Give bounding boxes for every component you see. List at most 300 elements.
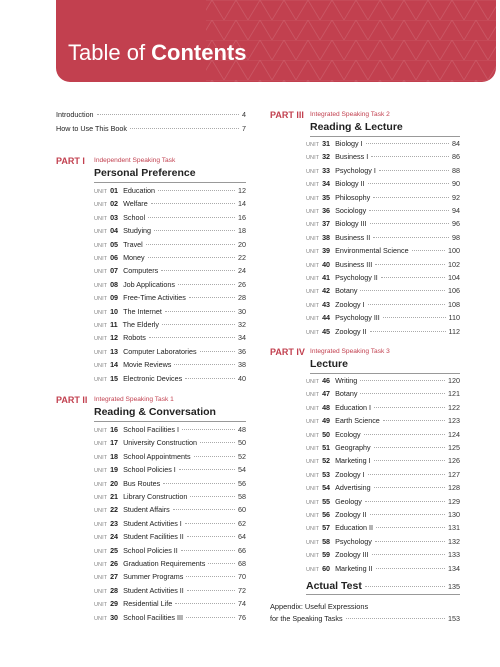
unit-number: 06	[110, 253, 119, 262]
unit-prefix: UNIT	[306, 195, 320, 202]
unit-entry-56	[306, 510, 460, 520]
unit-entry-36	[306, 206, 460, 216]
page-number: 102	[448, 259, 460, 269]
unit-entry-26	[94, 559, 246, 569]
entry-label: School Policies I	[123, 465, 176, 475]
unit-number: 39	[322, 246, 331, 256]
entry-label: Ecology	[335, 429, 361, 439]
dot-leader	[383, 420, 445, 421]
page-number: 24	[238, 266, 246, 276]
unit-prefix: UNIT	[306, 539, 320, 546]
dot-leader	[383, 317, 446, 318]
unit-prefix: UNIT	[306, 405, 320, 412]
unit-prefix: UNIT	[306, 459, 320, 466]
page-number: 36	[238, 346, 246, 356]
page-number: 120	[448, 376, 460, 385]
page-number: 66	[238, 545, 246, 555]
page-number: 94	[452, 206, 460, 215]
page-number: 135	[448, 582, 460, 591]
unit-prefix: UNIT	[306, 316, 320, 323]
unit-number: 26	[110, 559, 119, 568]
entry-label: Psychology	[335, 536, 372, 546]
dot-leader	[97, 114, 239, 115]
unit-entry-20	[94, 479, 246, 489]
unit-prefix: UNIT	[94, 468, 108, 475]
page-number: 110	[448, 313, 460, 323]
entry-label: Marketing II	[335, 563, 373, 573]
dot-leader	[370, 331, 446, 332]
part-divider	[310, 136, 460, 137]
unit-prefix: UNIT	[94, 481, 108, 488]
unit-entry-02	[94, 199, 246, 209]
page-number: 130	[448, 510, 460, 519]
dot-leader	[175, 603, 235, 604]
page-number: 68	[238, 559, 246, 568]
unit-prefix: UNIT	[306, 182, 320, 189]
unit-number: 44	[322, 313, 331, 323]
unit-number: 30	[110, 612, 119, 622]
unit-number: 48	[322, 402, 331, 412]
unit-prefix: UNIT	[94, 296, 108, 303]
page-number: 48	[238, 425, 246, 434]
unit-prefix: UNIT	[94, 323, 108, 329]
dot-leader	[375, 541, 445, 542]
unit-entry-25	[94, 546, 246, 556]
dot-leader	[186, 576, 235, 577]
entry-label: School Facilities I	[123, 425, 179, 434]
page-number: 92	[452, 192, 460, 202]
page-number: 72	[238, 585, 246, 595]
dot-leader	[182, 429, 235, 430]
page-number: 127	[448, 469, 460, 479]
entry-label: Student Facilities II	[123, 532, 184, 542]
page-number: 76	[238, 612, 246, 622]
unit-entry-41	[306, 273, 460, 283]
entry-label: Earth Science	[335, 416, 380, 426]
entry-label: Movie Reviews	[123, 360, 172, 370]
entry-label: Biology III	[335, 219, 367, 229]
unit-entry-10	[94, 307, 246, 317]
unit-entry-57	[306, 523, 460, 533]
unit-prefix: UNIT	[94, 562, 108, 568]
unit-number: 31	[322, 139, 331, 148]
unit-entry-42	[306, 286, 460, 296]
dot-leader	[364, 434, 445, 435]
dot-leader	[412, 250, 445, 251]
unit-number: 60	[322, 563, 331, 573]
dot-leader	[360, 393, 445, 394]
dot-leader	[185, 378, 235, 379]
toc-entry-actual-test	[306, 580, 460, 594]
unit-number: 57	[322, 523, 331, 533]
unit-number: 51	[322, 443, 331, 452]
page-number: 121	[448, 389, 460, 399]
unit-prefix: UNIT	[94, 535, 108, 542]
page-number: 34	[238, 333, 246, 343]
unit-number: 35	[322, 192, 331, 202]
part-task-type: Integrated Speaking Task 1	[94, 396, 174, 403]
unit-number: 05	[110, 239, 119, 249]
unit-prefix: UNIT	[94, 202, 108, 209]
dot-leader	[151, 203, 235, 204]
actual-test-divider	[306, 594, 460, 595]
unit-prefix: UNIT	[94, 428, 108, 434]
unit-prefix: UNIT	[94, 521, 108, 528]
entry-label: Student Activities II	[123, 585, 184, 595]
page-number: 98	[452, 232, 460, 242]
unit-prefix: UNIT	[94, 363, 108, 370]
unit-entry-07	[94, 266, 246, 276]
entry-label: The Internet	[123, 306, 162, 316]
dot-leader	[194, 456, 235, 457]
entry-label: Education II	[335, 523, 374, 533]
part-task-type: Independent Speaking Task	[94, 157, 176, 164]
dot-leader	[368, 304, 445, 305]
unit-entry-54	[306, 483, 460, 493]
unit-entry-45	[306, 327, 460, 337]
unit-entry-58	[306, 537, 460, 547]
page-number: 32	[238, 320, 246, 329]
entry-label: University Construction	[123, 438, 197, 448]
unit-number: 37	[322, 219, 331, 229]
unit-entry-18	[94, 452, 246, 462]
unit-entry-08	[94, 280, 246, 290]
part-task-type: Integrated Speaking Task 2	[310, 111, 390, 118]
entry-label: Residential Life	[123, 599, 173, 609]
unit-number: 41	[322, 273, 331, 282]
dot-leader	[179, 469, 235, 470]
dot-leader	[165, 311, 235, 312]
unit-prefix: UNIT	[94, 349, 108, 356]
page-number: 54	[238, 465, 246, 475]
page-number: 62	[238, 518, 246, 528]
dot-leader	[181, 550, 235, 551]
unit-entry-49	[306, 416, 460, 426]
dot-leader	[200, 442, 235, 443]
unit-prefix: UNIT	[306, 446, 320, 452]
dot-leader	[368, 183, 449, 184]
unit-entry-13	[94, 347, 246, 357]
unit-prefix: UNIT	[94, 575, 108, 582]
entry-label: Travel	[123, 239, 143, 249]
dot-leader	[373, 237, 449, 238]
entry-label: Free-Time Activities	[123, 293, 186, 303]
unit-entry-60	[306, 564, 460, 574]
unit-number: 24	[110, 532, 119, 542]
page-number: 28	[238, 293, 246, 303]
entry-label: Writing	[335, 376, 358, 385]
entry-label: Library Construction	[123, 492, 188, 501]
dot-leader	[381, 277, 445, 278]
dot-leader	[374, 460, 445, 461]
page-number: 7	[242, 124, 246, 133]
page-title: Table of Contents	[68, 40, 247, 65]
dot-leader	[162, 324, 235, 325]
page-number: 26	[238, 279, 246, 289]
unit-entry-39	[306, 246, 460, 256]
unit-prefix: UNIT	[94, 454, 108, 461]
unit-number: 34	[322, 179, 331, 189]
unit-prefix: UNIT	[94, 495, 108, 501]
dot-leader	[368, 474, 445, 475]
unit-number: 16	[110, 425, 119, 434]
page-number: 16	[238, 212, 246, 222]
unit-prefix: UNIT	[306, 262, 320, 269]
unit-entry-05	[94, 240, 246, 250]
page-number: 123	[448, 416, 460, 426]
unit-number: 50	[322, 429, 331, 439]
unit-entry-59	[306, 550, 460, 560]
page-number: 134	[448, 563, 460, 573]
unit-number: 29	[110, 599, 119, 609]
page-number: 64	[238, 532, 246, 542]
page-number: 131	[448, 523, 460, 533]
unit-entry-04	[94, 226, 246, 236]
unit-prefix: UNIT	[94, 309, 108, 316]
unit-prefix: UNIT	[306, 222, 320, 229]
part-title: Reading & Conversation	[94, 406, 216, 418]
dot-leader	[373, 197, 449, 198]
page-number: 86	[452, 152, 460, 162]
unit-prefix: UNIT	[306, 526, 320, 533]
unit-entry-12	[94, 333, 246, 343]
part-task-type: Integrated Speaking Task 3	[310, 348, 390, 355]
entry-label: Bus Routes	[123, 478, 161, 488]
dot-leader	[158, 190, 235, 191]
unit-entry-40	[306, 260, 460, 270]
entry-label: Advertising	[335, 483, 371, 493]
entry-label: Introduction	[56, 110, 94, 119]
entry-label: Botany	[335, 389, 358, 399]
dot-leader	[360, 380, 445, 381]
unit-prefix: UNIT	[94, 508, 108, 515]
unit-entry-37	[306, 219, 460, 229]
unit-number: 08	[110, 279, 119, 289]
unit-prefix: UNIT	[94, 548, 108, 555]
unit-entry-19	[94, 465, 246, 475]
unit-number: 19	[110, 465, 119, 475]
unit-prefix: UNIT	[94, 242, 108, 249]
entry-label: Psychology II	[335, 273, 378, 282]
dot-leader	[154, 230, 235, 231]
part-label: PART II	[56, 395, 88, 405]
unit-entry-33	[306, 166, 460, 176]
part-title: Personal Preference	[94, 167, 196, 179]
unit-entry-31	[306, 139, 460, 149]
unit-prefix: UNIT	[94, 269, 108, 276]
entry-label: Job Applications	[123, 279, 176, 289]
dot-leader	[185, 523, 235, 524]
part-divider	[310, 373, 460, 374]
unit-entry-21	[94, 492, 246, 502]
dot-leader	[376, 527, 445, 528]
unit-number: 52	[322, 456, 331, 466]
unit-prefix: UNIT	[306, 499, 320, 506]
page-number: 4	[242, 110, 246, 119]
entry-label: Student Affairs	[123, 505, 170, 515]
unit-entry-23	[94, 519, 246, 529]
unit-number: 04	[110, 226, 119, 236]
toc-entry-how-to-use	[56, 124, 246, 134]
unit-prefix: UNIT	[306, 209, 320, 215]
entry-label: for the Speaking Tasks	[270, 614, 343, 623]
page-number: 122	[448, 402, 460, 412]
entry-label: Education I	[335, 402, 372, 412]
unit-number: 42	[322, 286, 331, 296]
unit-number: 36	[322, 206, 331, 215]
dot-leader	[370, 223, 449, 224]
dot-leader	[366, 143, 449, 144]
entry-label: Zoology II	[335, 510, 367, 519]
dot-leader	[148, 257, 235, 258]
dot-leader	[365, 501, 445, 502]
unit-prefix: UNIT	[306, 276, 320, 282]
entry-label: Zoology II	[335, 326, 367, 336]
dot-leader	[374, 447, 445, 448]
unit-prefix: UNIT	[306, 155, 320, 162]
entry-label: Biology II	[335, 179, 365, 189]
unit-entry-53	[306, 470, 460, 480]
page-number: 58	[238, 492, 246, 501]
page-number: 84	[452, 139, 460, 148]
unit-number: 23	[110, 518, 119, 528]
unit-number: 22	[110, 505, 119, 515]
unit-prefix: UNIT	[306, 142, 320, 148]
unit-entry-14	[94, 360, 246, 370]
unit-number: 07	[110, 266, 119, 276]
unit-entry-32	[306, 152, 460, 162]
unit-entry-28	[94, 586, 246, 596]
unit-number: 43	[322, 299, 331, 309]
unit-entry-22	[94, 505, 246, 515]
page-number: 14	[238, 199, 246, 209]
unit-number: 01	[110, 186, 119, 195]
page-number: 124	[448, 429, 460, 439]
page-number: 70	[238, 572, 246, 582]
entry-label: Psychology I	[335, 165, 376, 175]
dot-leader	[148, 217, 235, 218]
unit-prefix: UNIT	[306, 235, 320, 242]
entry-label: School	[123, 212, 146, 222]
dot-leader	[379, 170, 449, 171]
page-number: 100	[448, 246, 460, 256]
page-number: 88	[452, 165, 460, 175]
unit-prefix: UNIT	[306, 379, 320, 385]
entry-label: Zoology III	[335, 550, 369, 560]
entry-label: Summer Programs	[123, 572, 184, 582]
dot-leader	[187, 590, 235, 591]
unit-entry-38	[306, 233, 460, 243]
part-title: Reading & Lecture	[310, 121, 403, 133]
unit-entry-27	[94, 572, 246, 582]
part-title: Lecture	[310, 358, 348, 370]
page-number: 50	[238, 438, 246, 448]
page-number: 112	[448, 326, 460, 336]
page-number: 52	[238, 451, 246, 461]
unit-number: 12	[110, 333, 119, 343]
unit-number: 47	[322, 389, 331, 399]
unit-prefix: UNIT	[94, 588, 108, 595]
unit-entry-16	[94, 425, 246, 435]
dot-leader	[376, 568, 445, 569]
dot-leader	[375, 264, 445, 265]
unit-entry-34	[306, 179, 460, 189]
unit-prefix: UNIT	[306, 302, 320, 309]
page-number: 38	[238, 360, 246, 370]
dot-leader	[173, 509, 235, 510]
page-number: 104	[448, 273, 460, 282]
entry-label: School Facilities III	[123, 612, 183, 622]
unit-entry-09	[94, 293, 246, 303]
dot-leader	[146, 244, 235, 245]
page-number: 40	[238, 373, 246, 383]
unit-prefix: UNIT	[306, 168, 320, 175]
unit-entry-17	[94, 438, 246, 448]
page-number: 12	[238, 186, 246, 195]
unit-entry-29	[94, 599, 246, 609]
unit-prefix: UNIT	[94, 256, 108, 262]
dot-leader	[346, 618, 445, 619]
unit-entry-44	[306, 313, 460, 323]
unit-prefix: UNIT	[94, 215, 108, 222]
unit-number: 33	[322, 165, 331, 175]
dot-leader	[149, 337, 235, 338]
page-number: 30	[238, 306, 246, 316]
dot-leader	[374, 407, 445, 408]
dot-leader	[161, 270, 235, 271]
entry-label: Botany	[335, 286, 358, 296]
page-number: 20	[238, 239, 246, 249]
unit-number: 56	[322, 510, 331, 519]
unit-entry-47	[306, 389, 460, 399]
page-number: 125	[448, 443, 460, 452]
page-number: 126	[448, 456, 460, 466]
page-number: 128	[448, 483, 460, 493]
dot-leader	[163, 483, 235, 484]
unit-prefix: UNIT	[94, 336, 108, 343]
entry-label: Welfare	[123, 199, 148, 209]
dot-leader	[372, 554, 445, 555]
entry-label: Philosophy	[335, 192, 371, 202]
entry-label: Business III	[335, 259, 373, 269]
unit-entry-24	[94, 532, 246, 542]
unit-entry-30	[94, 613, 246, 623]
page-number: 22	[238, 253, 246, 262]
part-divider	[94, 421, 246, 422]
page-number: 90	[452, 179, 460, 189]
dot-leader	[200, 351, 235, 352]
entry-label: School Policies II	[123, 545, 178, 555]
unit-number: 27	[110, 572, 119, 582]
page-number: 106	[448, 286, 460, 296]
unit-number: 18	[110, 451, 119, 461]
entry-label: Studying	[123, 226, 152, 236]
unit-number: 55	[322, 496, 331, 506]
dot-leader	[190, 496, 235, 497]
unit-prefix: UNIT	[306, 553, 320, 560]
page-number: 96	[452, 219, 460, 229]
unit-prefix: UNIT	[94, 282, 108, 289]
unit-number: 09	[110, 293, 119, 303]
unit-entry-01	[94, 186, 246, 196]
unit-number: 20	[110, 478, 119, 488]
unit-prefix: UNIT	[306, 472, 320, 479]
unit-number: 28	[110, 585, 119, 595]
unit-number: 21	[110, 492, 119, 501]
dot-leader	[374, 487, 445, 488]
page-number: 56	[238, 478, 246, 488]
part-divider	[94, 182, 246, 183]
